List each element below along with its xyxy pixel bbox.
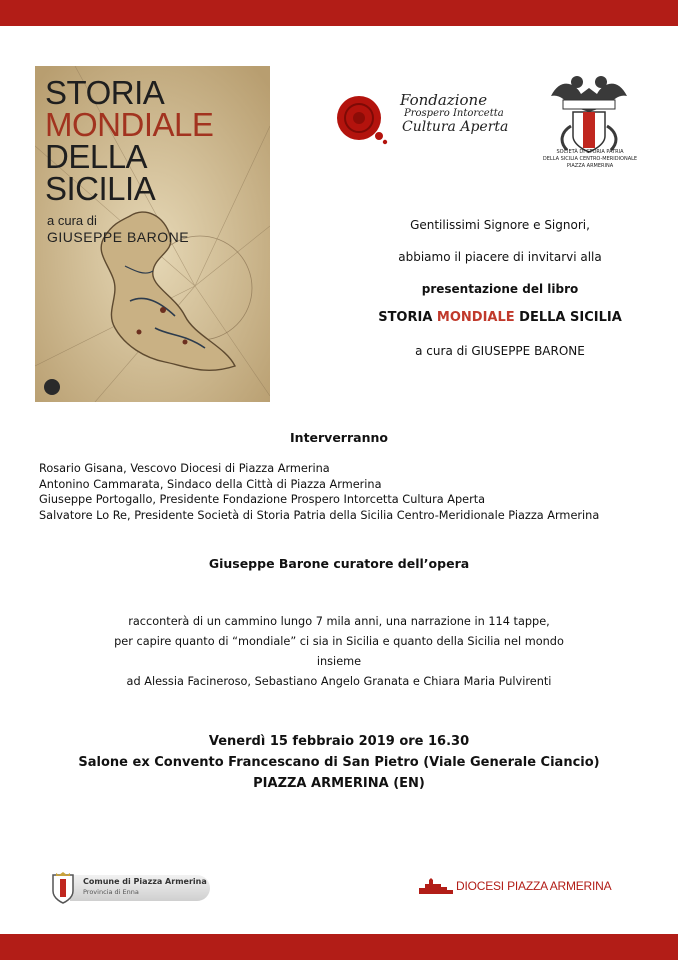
diocesi-name: DIOCESI PIAZZA ARMERINA: [456, 879, 612, 893]
societa-line1: SOCIETÀ DI STORIA PATRIA: [556, 149, 624, 155]
story-line2: per capire quanto di “mondiale” ci sia in Sicilia e quanto della Sicilia nel mondo: [114, 635, 564, 648]
speakers-heading: Interverranno: [290, 430, 388, 445]
double-headed-eagle-icon: [541, 66, 637, 158]
event-date: Venerdì 15 febbraio 2019 ore 16.30: [208, 734, 470, 749]
presentation-label: presentazione del libro: [421, 282, 579, 296]
cover-author: GIUSEPPE BARONE: [47, 229, 190, 245]
fondazione-line1: Fondazione: [400, 91, 488, 109]
cover-title-line2: MONDIALE: [45, 106, 214, 143]
speaker-item: Antonino Cammarata, Sindaco della Città di Piazza Armerina: [39, 477, 382, 491]
speakers-list: [39, 461, 599, 523]
cover-title-line1: STORIA: [45, 74, 165, 111]
book-cover: [35, 66, 270, 402]
story-line1: racconterà di un cammino lungo 7 mila anni, una narrazione in 114 tappe,: [128, 615, 550, 628]
book-title-part1: STORIA: [378, 310, 437, 325]
fondazione-logo-text: [400, 92, 508, 135]
cover-cura: a cura di: [47, 213, 97, 228]
societa-line3: PIAZZA ARMERINA: [566, 163, 614, 169]
event-venue: Salone ex Convento Francescano di San Pietro (Viale Generale Ciancio): [78, 755, 600, 770]
book-title-part2: MONDIALE: [436, 310, 515, 325]
book-title-part3: DELLA SICILIA: [514, 310, 622, 325]
comune-name: Comune di Piazza Armerina: [83, 877, 207, 886]
comune-crest-icon: [50, 871, 76, 905]
invite-text: abbiamo il piacere di invitarvi alla: [398, 250, 602, 264]
fondazione-line3: Cultura Aperta: [402, 119, 509, 135]
speaker-item: Giuseppe Portogallo, Presidente Fondazione Prospero Intorcetta Cultura Aperta: [39, 493, 486, 506]
comune-province: Provincia di Enna: [83, 888, 139, 896]
cover-title-line4: SICILIA: [45, 170, 156, 207]
bottom-band: [0, 934, 678, 960]
fondazione-line2: Prospero Intorcetta: [404, 108, 504, 119]
greeting: Gentilissimi Signore e Signori,: [410, 218, 590, 232]
cathedral-icon: [419, 878, 453, 894]
curator-line: a cura di GIUSEPPE BARONE: [415, 344, 585, 358]
speaker-item: Salvatore Lo Re, Presidente Società di Storia Patria della Sicilia Centro-Meridionale Piazza Armerina: [39, 508, 600, 522]
top-band: [0, 0, 678, 26]
speaker-item: Rosario Gisana, Vescovo Diocesi di Piazza Armerina: [39, 462, 330, 475]
curator-heading: Giuseppe Barone curatore dell’opera: [208, 556, 470, 571]
event-city: PIAZZA ARMERINA (EN): [253, 776, 425, 791]
story-line4: ad Alessia Facineroso, Sebastiano Angelo Granata e Chiara Maria Pulvirenti: [126, 675, 552, 688]
societa-line2: DELLA SICILIA CENTRO-MERIDIONALE: [542, 156, 638, 162]
book-title: [360, 310, 640, 325]
story-line3: insieme: [316, 655, 362, 668]
publisher-logo-icon: [44, 379, 60, 395]
societa-logo-text: [525, 149, 655, 170]
fondazione-wax-seal-icon: [331, 92, 391, 148]
comune-logo: [50, 871, 210, 907]
cover-title-line3: DELLA: [45, 138, 148, 175]
